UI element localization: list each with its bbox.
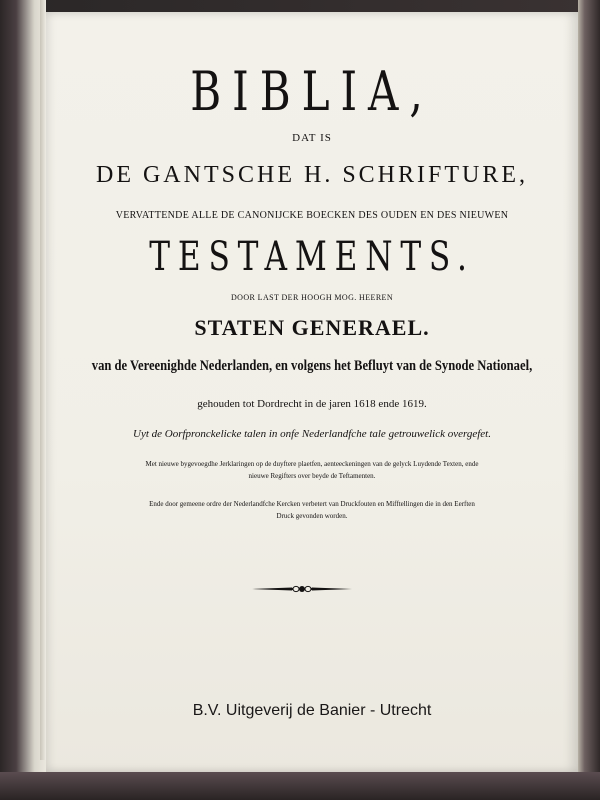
gehouden-line: gehouden tot Dordrecht in de jaren 1618 ende 1619. (197, 398, 427, 410)
subtitle: DE GANTSCHE H. SCHRIFTURE, (95, 162, 529, 188)
vereenighde-line: van de Vereenighde Nederlanden, en volgens het Befluyt van de Synode Nationael, (91, 358, 533, 374)
main-title: BIBLIA, (190, 60, 434, 123)
door-last-line: DOOR LAST DER HOOGH MOG. HEEREN (230, 293, 394, 302)
uyt-line: Uyt de Oorfpronckelicke talen in onfe Nederlandfche tale getrouwelick overgefet. (133, 428, 491, 440)
ende-door-line-2: Druck gevonden worden. (276, 512, 348, 520)
ende-door-line-1: Ende door gemeene ordre der Nederlandfche Kercken verbetert van Druckfouten en Mifftellingen die in den Eerften (149, 500, 475, 508)
met-nieuwe-line-1: Met nieuwe bygevoegdhe Jerklaringen op de duyftere plaetfen, aenteeckeningen van de gelyck Luydende Texten, ende (145, 460, 479, 468)
met-nieuwe-line-2: nieuwe Regifters over beyde de Teftamenten. (248, 472, 376, 480)
title-page (46, 12, 578, 772)
testaments-title: TESTAMENTS. (149, 234, 475, 280)
ornamental-rule-icon (252, 583, 352, 595)
book-edge-right (578, 0, 600, 800)
book-cover-bottom (0, 772, 600, 800)
dat-is-line: DAT IS (292, 132, 332, 144)
title-page-content (46, 12, 578, 772)
publisher-line: B.V. Uitgeverij de Banier - Utrecht (192, 702, 432, 719)
vervattende-line: VERVATTENDE ALLE DE CANONIJCKE BOECKEN DES OUDEN EN DES NIEUWEN (115, 210, 509, 221)
staten-generael-title: STATEN GENERAEL. (194, 315, 430, 340)
